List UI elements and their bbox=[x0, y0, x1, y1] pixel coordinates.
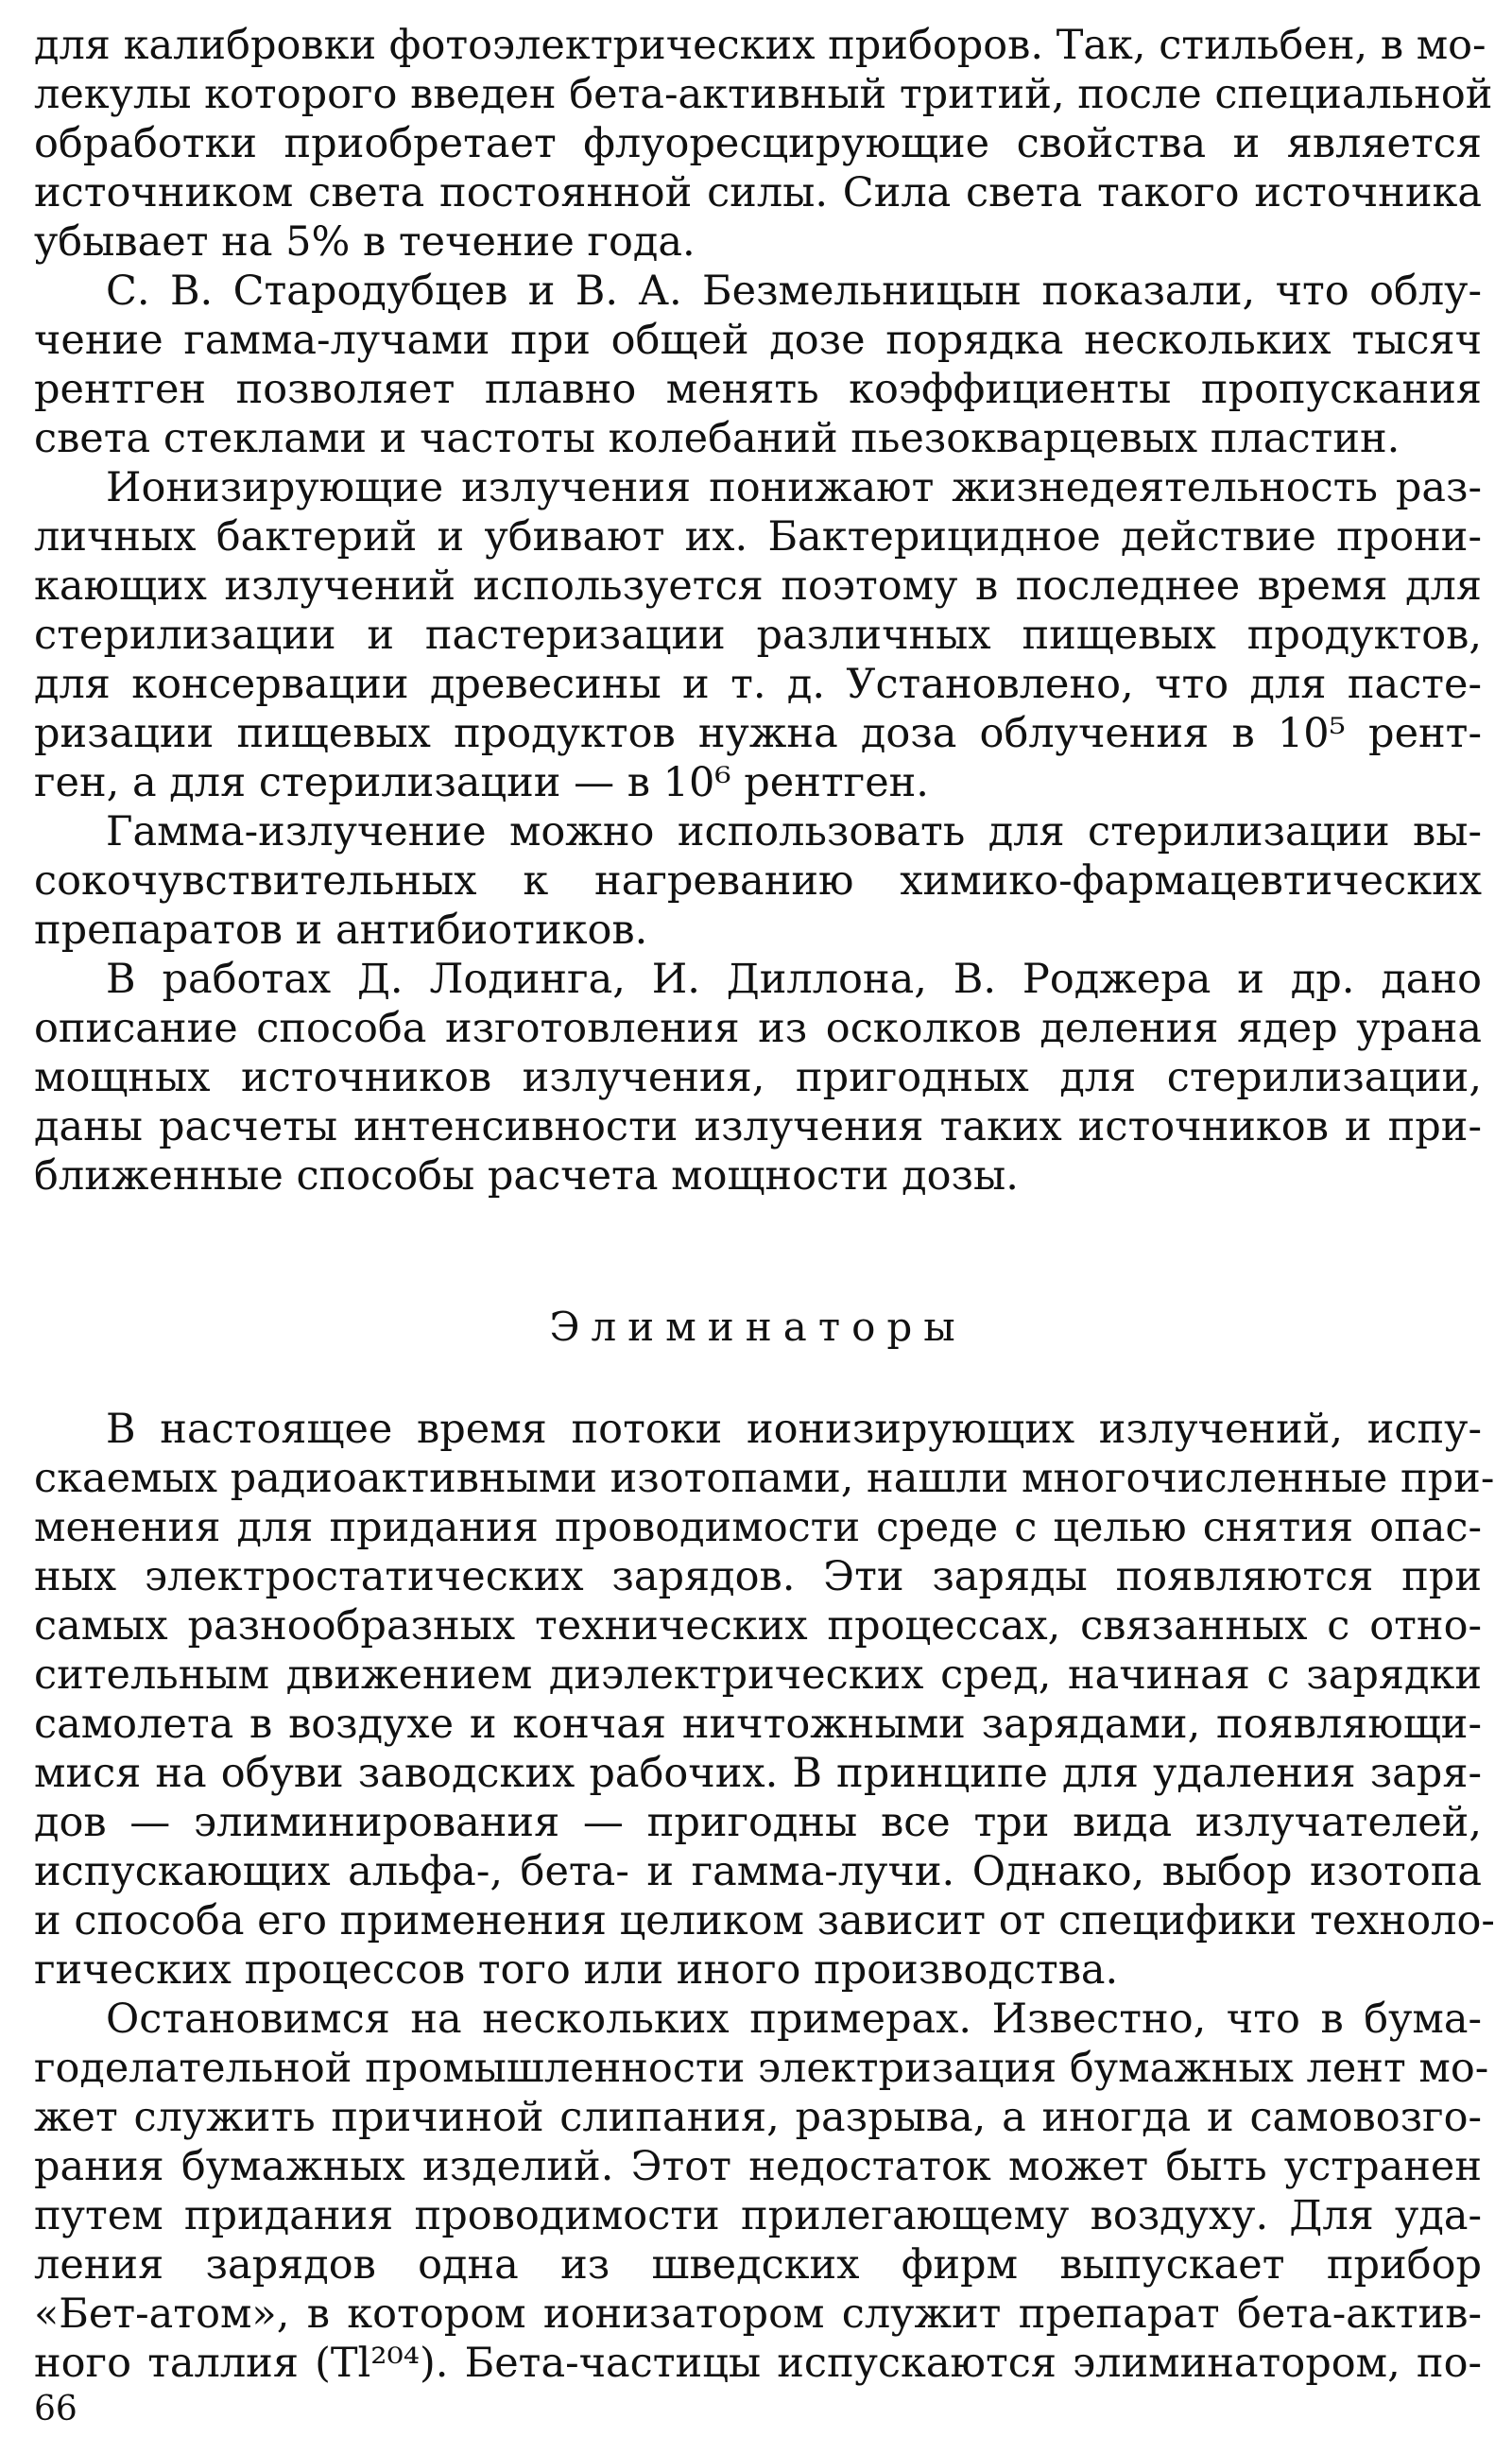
text-block-after-heading bbox=[34, 1405, 1495, 2388]
text-line: ных электростатических зарядов. Эти заряды появляются при bbox=[34, 1553, 1482, 1600]
text-line: сительным движением диэлектрических сред, начиная с зарядки bbox=[34, 1651, 1482, 1699]
text-line: В работах Д. Лодинга, И. Диллона, В. Роджера и др. дано bbox=[106, 956, 1482, 1003]
text-line: Ионизирующие излучения понижают жизнедеятельность раз- bbox=[106, 464, 1482, 511]
text-block-before-heading bbox=[34, 21, 1493, 1201]
text-line: Остановимся на нескольких примерах. Известно, что в бума- bbox=[106, 1996, 1482, 2043]
text-line: путем придания проводимости прилегающему воздуху. Для уда- bbox=[34, 2192, 1482, 2239]
book-page bbox=[34, 21, 1495, 2388]
text-line: В настоящее время потоки ионизирующих излучений, испу- bbox=[106, 1406, 1482, 1453]
text-line: мощных источников излучения, пригодных для стерилизации, bbox=[34, 1054, 1482, 1101]
paragraph bbox=[34, 955, 1482, 1201]
text-line: ного таллия (Tl²⁰⁴). Бета-частицы испускаются элиминатором, по- bbox=[34, 2340, 1482, 2387]
text-line: личных бактерий и убивают их. Бактерицидное действие прони- bbox=[34, 513, 1482, 561]
text-line: чение гамма-лучами при общей дозе порядка нескольких тысяч bbox=[34, 317, 1482, 364]
page-number: 66 bbox=[34, 2390, 77, 2428]
paragraph bbox=[34, 267, 1482, 463]
text-line: самых разнообразных технических процессах, связанных с отно- bbox=[34, 1602, 1482, 1650]
text-line: для калибровки фотоэлектрических приборов. Так, стильбен, в мо- bbox=[34, 22, 1486, 69]
paragraph bbox=[34, 463, 1482, 807]
paragraph bbox=[34, 1995, 1489, 2388]
text-line: ближенные способы расчета мощности дозы. bbox=[34, 1152, 1019, 1200]
text-line: скаемых радиоактивными изотопами, нашли многочисленные при- bbox=[34, 1455, 1495, 1502]
text-line: мися на обуви заводских рабочих. В принципе для удаления заря- bbox=[34, 1750, 1482, 1797]
text-line: сокочувствительных к нагреванию химико-фармацевтических bbox=[34, 857, 1482, 905]
text-line: и способа его применения целиком зависит от специфики техноло- bbox=[34, 1897, 1495, 1944]
text-line: для консервации древесины и т. д. Установлено, что для пасте- bbox=[34, 661, 1482, 708]
text-line: самолета в воздухе и кончая ничтожными зарядами, появляющи- bbox=[34, 1701, 1482, 1748]
paragraph bbox=[34, 807, 1482, 955]
text-line: С. В. Стародубцев и В. А. Безмельницын показали, что облу- bbox=[106, 268, 1482, 315]
text-line: дов — элиминирования — пригодны все три вида излучателей, bbox=[34, 1799, 1482, 1846]
text-line: света стеклами и частоты колебаний пьезокварцевых пластин. bbox=[34, 415, 1400, 462]
text-line: ления зарядов одна из шведских фирм выпускает прибор bbox=[34, 2241, 1482, 2289]
text-line: ризации пищевых продуктов нужна доза облучения в 10⁵ рент- bbox=[34, 710, 1482, 757]
paragraph bbox=[34, 1405, 1495, 1995]
section-heading: Элиминаторы bbox=[549, 1304, 967, 1350]
paragraph bbox=[34, 21, 1493, 267]
text-line: источником света постоянной силы. Сила света такого источника bbox=[34, 169, 1482, 216]
text-line: Гамма-излучение можно использовать для стерилизации вы- bbox=[106, 808, 1482, 855]
text-line: испускающих альфа-, бета- и гамма-лучи. Однако, выбор изотопа bbox=[34, 1848, 1482, 1895]
text-line: даны расчеты интенсивности излучения таких источников и при- bbox=[34, 1103, 1482, 1150]
text-line: жет служить причиной слипания, разрыва, а иногда и самовозго- bbox=[34, 2094, 1482, 2141]
text-line: лекулы которого введен бета-активный тритий, после специальной bbox=[34, 71, 1493, 118]
text-line: описание способа изготовления из осколков деления ядер урана bbox=[34, 1005, 1482, 1052]
text-line: убывает на 5% в течение года. bbox=[34, 218, 696, 266]
text-line: стерилизации и пастеризации различных пищевых продуктов, bbox=[34, 612, 1482, 659]
text-line: годелательной промышленности электризация бумажных лент мо- bbox=[34, 2045, 1489, 2092]
text-line: препаратов и антибиотиков. bbox=[34, 907, 648, 954]
text-line: обработки приобретает флуоресцирующие свойства и является bbox=[34, 120, 1482, 167]
text-line: кающих излучений используется поэтому в последнее время для bbox=[34, 562, 1482, 610]
text-line: менения для придания проводимости среде с целью снятия опас- bbox=[34, 1504, 1482, 1551]
text-line: рания бумажных изделий. Этот недостаток может быть устранен bbox=[34, 2143, 1482, 2190]
text-line: рентген позволяет плавно менять коэффициенты пропускания bbox=[34, 366, 1482, 413]
text-line: ген, а для стерилизации — в 10⁶ рентген. bbox=[34, 759, 929, 806]
text-line: «Бет-атом», в котором ионизатором служит препарат бета-актив- bbox=[34, 2290, 1482, 2338]
text-line: гических процессов того или иного производства. bbox=[34, 1946, 1119, 1994]
